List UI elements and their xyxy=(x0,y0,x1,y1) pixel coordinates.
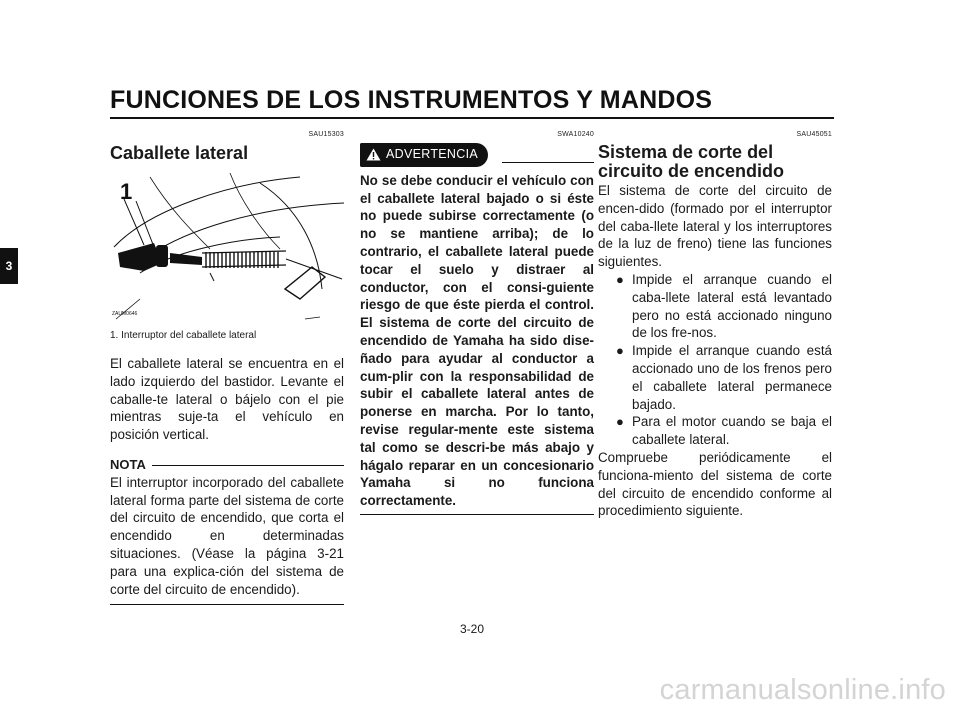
bullet-icon: ● xyxy=(616,343,624,359)
column-warning xyxy=(360,130,594,515)
section-heading: Sistema de corte del circuito de encendido xyxy=(598,142,785,181)
section-heading: Caballete lateral xyxy=(110,143,249,163)
warning-badge xyxy=(360,143,488,167)
section-code: SAU15303 xyxy=(308,131,344,138)
list-item-text: Para el motor cuando se baja el caballete lateral. xyxy=(632,414,832,448)
warning-text: No se debe conducir el vehículo con el caballete lateral bajado o si éste no puede subirse correctamente (o no se mantiene arriba); de lo contrario, el caballete lateral puede tocar el suelo y distraer al conductor, con el consi-guiente riesgo de que éste pierda el control. El sistema de corte del circuito de encendido de Yamaha ha sido dise-ñado para ayudar al conductor a cum-plir con la responsabilidad de subir el caballete lateral antes de ponerse en marcha. Por lo tanto, revise regular-mente este sistema tal como se descri-be más abajo y hágalo reparar en un concesionario Yamaha si no funciona correctamente. xyxy=(360,172,594,509)
watermark: carmanualsonline.info xyxy=(659,674,946,706)
warning-header xyxy=(360,143,594,167)
warning-rule xyxy=(502,162,594,163)
note-end-rule xyxy=(110,604,344,605)
list-item-text: Impide el arranque cuando está accionado uno de los frenos pero el caballete lateral permanece bajado. xyxy=(632,343,832,412)
figure-callout: 1 xyxy=(120,179,133,204)
function-list xyxy=(598,271,832,449)
intro-text: El sistema de corte del circuito de encen-dido (formado por el interruptor del caba-llete lateral y los interruptores de la luz de freno) tiene las funciones siguientes. xyxy=(598,183,832,270)
side-stand-drawing xyxy=(110,169,344,321)
column-side-stand xyxy=(110,130,344,605)
section-code: SAU45051 xyxy=(796,131,832,138)
figure-caption: 1. Interruptor del caballete lateral xyxy=(110,330,257,341)
header-rule xyxy=(110,117,834,119)
figure-code: ZAUM0646 xyxy=(112,311,138,317)
warning-label: ADVERTENCIA xyxy=(386,147,478,161)
note-text: El interruptor incorporado del caballete lateral forma parte del sistema de corte del circuito de encendido, que corta el encendido en determinadas situaciones. (Véase la página 3-21 para una explica-ción del sistema de corte del circuito de encendido). xyxy=(110,474,344,597)
chapter-tab: 3 xyxy=(0,248,18,284)
body-text: El caballete lateral se encuentra en el lado izquierdo del bastidor. Levante el caballe-te lateral o bájelo con el pie mientras suje-ta el vehículo en posición vertical. xyxy=(110,356,344,443)
warning-end-rule xyxy=(360,514,594,515)
list-item-text: Impide el arranque cuando el caba-llete lateral está levantado pero no está accionado ninguno de los fre-nos. xyxy=(632,271,832,341)
list-item xyxy=(598,271,832,342)
note-header xyxy=(110,456,344,474)
note-rule xyxy=(152,465,344,466)
bullet-icon: ● xyxy=(616,271,624,287)
list-item xyxy=(598,413,832,449)
side-stand-illustration xyxy=(110,169,344,321)
column-ignition-cut-off xyxy=(598,130,832,520)
warning-triangle-icon xyxy=(366,148,381,161)
list-item xyxy=(598,342,832,413)
outro-text: Compruebe periódicamente el funciona-miento del sistema de corte del circuito de encendido conforme al procedimiento siguiente. xyxy=(598,449,832,519)
chapter-title: FUNCIONES DE LOS INSTRUMENTOS Y MANDOS xyxy=(110,86,713,114)
note-label: NOTA xyxy=(110,456,146,472)
warning-code: SWA10240 xyxy=(557,131,594,138)
bullet-icon: ● xyxy=(616,414,624,430)
page-number: 3-20 xyxy=(459,622,485,636)
